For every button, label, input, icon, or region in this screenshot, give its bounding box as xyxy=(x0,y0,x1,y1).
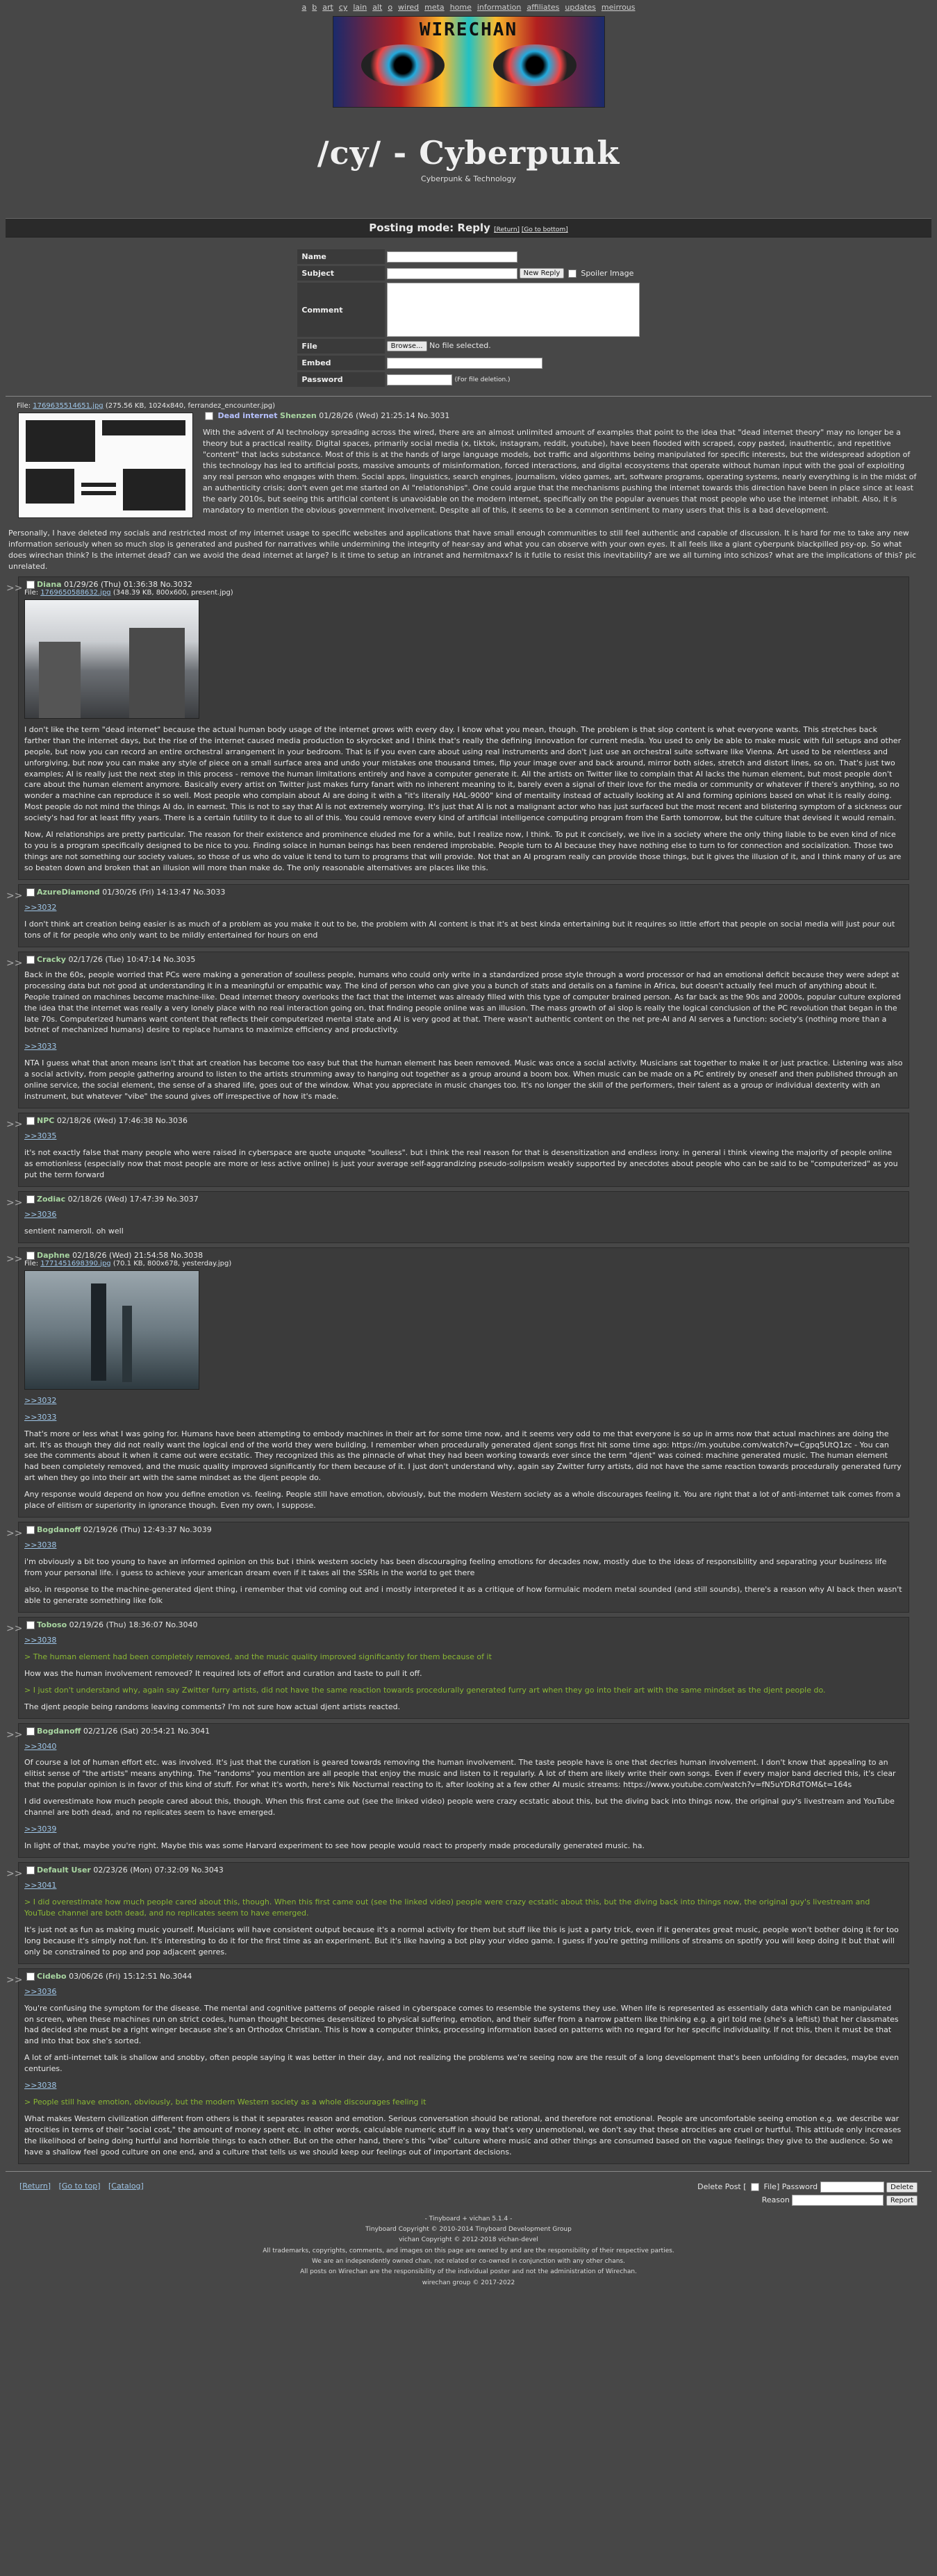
file-only-checkbox[interactable] xyxy=(751,2183,759,2191)
reply-header xyxy=(24,580,903,589)
reply-checkbox[interactable] xyxy=(26,1526,35,1534)
reply-arrow-icon: >> xyxy=(6,1622,23,1634)
nav-link-cy[interactable]: cy xyxy=(338,3,348,12)
reply-text: The djent people being randoms leaving comments? I'm not sure how actual djent artists reacted. xyxy=(24,1702,401,1711)
subject-input[interactable] xyxy=(387,268,517,279)
reply-text: sentient nameroll. oh well xyxy=(24,1226,124,1236)
password-label: Password xyxy=(297,372,384,387)
board-nav xyxy=(0,0,937,12)
banner-logo: WIRECHAN xyxy=(419,19,518,40)
reply-file-info: File: 1769650588632.jpg (348.39 KB, 800x600, present.jpg) xyxy=(24,588,233,597)
reply-checkbox[interactable] xyxy=(26,1117,35,1125)
reply-checkbox[interactable] xyxy=(26,581,35,589)
reply-name: Cidebo xyxy=(37,1971,67,1981)
delete-password-label: Password xyxy=(781,2182,818,2191)
reply-header xyxy=(24,955,903,964)
nav-link-affiliates[interactable]: affiliates xyxy=(526,3,560,12)
footer-independent: We are an independently owned chan, not related or co-owned in conjunction with any other chans. xyxy=(311,2258,625,2265)
op-file-info: File: 1769635514651.jpg (275.56 KB, 1024x840, ferrandez_encounter.jpg) xyxy=(17,402,276,410)
reason-label: Reason xyxy=(761,2195,790,2204)
reply-thumbnail[interactable] xyxy=(24,599,199,719)
reply-file-info: File: 1771451698390.jpg (70.1 KB, 800x678, yesterday.jpg) xyxy=(24,1259,232,1268)
quote-link[interactable]: >>3040 xyxy=(24,1741,57,1751)
reply-date[interactable]: 02/17/26 (Tue) 10:47:14 No.3035 xyxy=(68,954,196,964)
reply-name: Daphne xyxy=(37,1250,70,1260)
go-bottom-link[interactable]: [Go to bottom] xyxy=(521,226,568,233)
greentext: > People still have emotion, obviously, but the modern Western society as a whole discourages feeling it xyxy=(24,2097,426,2107)
greentext: > I did overestimate how much people cared about this, though. When this first came out (see the linked video) people were crazy ecstatic about this, but the diving back into things now, the original guy's livestream and YouTube channel are both dead, and no replicates seem to have emerged. xyxy=(24,1897,870,1918)
browse-button[interactable]: Browse... xyxy=(387,341,427,351)
return-bottom-link[interactable]: [Return] xyxy=(19,2181,51,2191)
reply-header xyxy=(24,1525,903,1534)
quote-link[interactable]: >>3038 xyxy=(24,2081,57,2091)
reply-date[interactable]: 01/29/26 (Thu) 01:36:38 No.3032 xyxy=(64,579,192,589)
reply-text: A lot of anti-internet talk is shallow and snobby, often people saying it was better in their day, and not realizing the problems we're seeing now are the result of a long development that's been unfolding for decades, maybe even centuries. xyxy=(24,2053,899,2074)
comment-label: Comment xyxy=(297,283,384,337)
reply-checkbox[interactable] xyxy=(26,1972,35,1981)
reply-file-link[interactable]: 1771451698390.jpg xyxy=(40,1259,111,1268)
reply-date[interactable]: 02/18/26 (Wed) 17:46:38 No.3036 xyxy=(56,1116,188,1126)
reply-date[interactable]: 01/30/26 (Fri) 14:13:47 No.3033 xyxy=(102,887,226,897)
quote-link[interactable]: >>3033 xyxy=(24,1042,57,1052)
nav-link-information[interactable]: information xyxy=(476,3,522,12)
op-body-continued: Personally, I have deleted my socials and restricted most of my internet usage to specific websites and applications that have small enough communities to still feel authentic and capable of discussion. It is hard for me to take any new information seriously when so much slop is generated and pushed for narratives while undermining the integrity of hear-say and what you can observe with your own eyes. It all feels like a giant cyberpunk blackpilled psy-op. So what does wirechan think? Is the internet dead? can we avoid the dead internet at large? Is it time to setup an intranet and hermitmaxx? Is it futile to resist this inevitability? are we all turning into schizos? what are the implications of this? pic unrelated. xyxy=(8,529,917,571)
reply-text: It's just not as fun as making music yourself. Musicians will have consistent output because it's a normal activity for them but stuff like this is just a party trick, even if it generates great music, people won't bother doing it for too long because it's simply not fun. It's interesting to do it for the first time as an experiment. But it's like having a bot play your video game. I guess if you're getting millions of streams on spotify you will keep doing it but that will only be constrained to pop and pop adjacent genres. xyxy=(24,1925,899,1956)
nav-link-home[interactable]: home xyxy=(449,3,472,12)
reply-name: Toboso xyxy=(37,1620,67,1629)
reply-text: You're confusing the symptom for the disease. The mental and cognitive patterns of people raised in cyberspace comes to resemble the systems they use. When life is represented as essentially data which can be manipulated on screen, when these machines run on strict codes, human thought becomes desensitized to physical suffering, emotion, and their suffer from a narrow pattern like thinking e.g. a girl told me (she's a leftist) that her classmates had decided she must be a right winger because she's an Orthodox Christian. This is how a computer thinks, processing information based on patterns with no regard for her specific individuality. If not this, then it must be that and into that box she's sorted. xyxy=(24,2003,899,2046)
nav-link-wired[interactable]: wired xyxy=(398,3,420,12)
reply-list xyxy=(0,576,937,2164)
reply-date[interactable]: 02/19/26 (Thu) 18:36:07 No.3040 xyxy=(69,1620,198,1629)
no-file-text: No file selected. xyxy=(429,341,491,350)
quote-link[interactable]: >>3039 xyxy=(24,1825,57,1834)
new-reply-button[interactable]: New Reply xyxy=(520,268,565,279)
reply-post xyxy=(6,1862,909,1964)
spoiler-checkbox[interactable] xyxy=(568,269,577,278)
reply-text: How was the human involvement removed? It required lots of effort and curation and taste to pull it off. xyxy=(24,1668,422,1678)
reply-checkbox[interactable] xyxy=(26,956,35,964)
name-label: Name xyxy=(297,249,384,264)
footer-version: - Tinyboard + vichan 5.1.4 - xyxy=(424,2215,513,2222)
reply-arrow-icon: >> xyxy=(6,1528,23,1540)
reply-arrow-icon: >> xyxy=(6,1729,23,1740)
posting-mode-label: Posting mode: Reply xyxy=(369,222,490,234)
quote-link[interactable]: >>3038 xyxy=(24,1635,57,1645)
reply-name: Default User xyxy=(37,1865,91,1875)
nav-link-o[interactable]: o xyxy=(388,3,393,12)
file-label: File xyxy=(297,339,384,354)
quote-link[interactable]: >>3035 xyxy=(24,1131,57,1141)
footer-copyright-tinyboard: Tinyboard Copyright © 2010-2014 Tinyboard Development Group xyxy=(365,2226,572,2234)
reply-arrow-icon: >> xyxy=(6,957,23,969)
reply-arrow-icon: >> xyxy=(6,1119,23,1131)
nav-link-b[interactable]: b xyxy=(312,3,317,12)
posting-mode-bar xyxy=(6,218,931,238)
go-top-link[interactable]: [Go to top] xyxy=(58,2181,101,2191)
reply-text: i'm obviously a bit too young to have an informed opinion on this but i think western society has been discouraging feeling emotions for decades now, mostly due to the ideas of responsibility and separating your business life from your personal life. i guess to achieve your american dream even if it takes all the SSRIs in the world to get there xyxy=(24,1557,887,1577)
reply-checkbox[interactable] xyxy=(26,888,35,897)
op-file-link[interactable]: 1769635514651.jpg xyxy=(33,402,103,410)
board-title: /cy/ - Cyberpunk xyxy=(317,134,620,172)
comment-textarea[interactable] xyxy=(387,283,640,337)
reply-name: Cracky xyxy=(37,954,66,964)
nav-link-alt[interactable]: alt xyxy=(372,3,383,12)
banner-eye-left xyxy=(361,44,445,86)
name-input[interactable] xyxy=(387,251,517,263)
reply-checkbox[interactable] xyxy=(26,1866,35,1875)
reply-checkbox[interactable] xyxy=(26,1621,35,1629)
reply-text: Back in the 60s, people worried that PCs were making a generation of soulless people, humans who could only write in a standardized prose style through a word processor or had an emotional deficit because they were adept at processing data but not good at understanding it in a meaningful or empathic way. The kind of person who can give you a bunch of stats and details on a famine in Africa, but doesn't actually feel much of anything about it. People trained on machines become machine-like. Dead internet theory overlooks the fact that the internet was already filled with this type of computer brained person. As far back as the 90s and 2000s, popular culture explored the idea that the internet was really a very lonely place with no real interaction going on, that finding people online was an illusion. The mass growth of ai slop is really the logical conclusion of the PC revolution that began in the late 70s. Computerized humans want content that reflects their computerized mental state and AI is very good at that. There wasn't authentic content on the net pre-AI and AI serves a function: society's (nothing more than a botnet of mechanized humans) desire to replace humans to maximize efficiency and productivity. xyxy=(24,970,902,1035)
footer-trademarks: All trademarks, copyrights, comments, and images on this page are owned by and are the responsibility of their respective parties. xyxy=(263,2247,674,2254)
reply-text: it's not exactly false that many people who were raised in cyberspace are quote unquote "soulless". but i think the real reason for that is desensitization and endless irony. in general i think viewing the majority of people online as emotionless (especially now that most people are more or less active online) is just your average self-aggrandizing pseudo-solipsism weakly supported by anecdotes about people who can be said to be "computerized" as you put the term forward xyxy=(24,1148,898,1179)
reply-date[interactable]: 02/18/26 (Wed) 17:47:39 No.3037 xyxy=(67,1194,199,1204)
op-post xyxy=(8,402,920,572)
subject-label: Subject xyxy=(297,266,384,281)
reply-name: Zodiac xyxy=(37,1194,66,1204)
reply-date[interactable]: 02/21/26 (Sat) 20:54:21 No.3041 xyxy=(83,1726,210,1736)
op-thumbnail[interactable] xyxy=(18,413,193,518)
site-footer xyxy=(0,2214,937,2288)
reply-name: AzureDiamond xyxy=(37,887,100,897)
nav-link-a[interactable]: a xyxy=(301,3,307,12)
delete-password-input[interactable] xyxy=(820,2182,884,2193)
reply-header xyxy=(24,1727,903,1736)
reply-checkbox[interactable] xyxy=(26,1252,35,1260)
banner-eye-right xyxy=(493,44,577,86)
op-file-meta: (275.56 KB, 1024x840, ferrandez_encounter.jpg) xyxy=(105,402,276,410)
quote-link[interactable]: >>3036 xyxy=(24,1209,57,1219)
bottom-bar xyxy=(19,2182,918,2206)
embed-label: Embed xyxy=(297,356,384,370)
reply-name: Bogdanoff xyxy=(37,1726,81,1736)
reply-post xyxy=(6,1247,909,1518)
reason-input[interactable] xyxy=(792,2195,884,2206)
reply-post xyxy=(6,1968,909,2164)
quote-link[interactable]: >>3032 xyxy=(24,902,57,912)
reply-date[interactable]: 03/06/26 (Fri) 15:12:51 No.3044 xyxy=(69,1971,192,1981)
reply-header xyxy=(24,1865,903,1875)
reply-checkbox[interactable] xyxy=(26,1195,35,1204)
reply-form xyxy=(295,247,641,389)
reply-thumbnail[interactable] xyxy=(24,1270,199,1390)
reply-date[interactable]: 02/18/26 (Wed) 21:54:58 No.3038 xyxy=(72,1250,204,1260)
greentext: > I just don't understand why, again say Zwitter furry artists, did not have the same reaction towards procedurally generated furry art when they go into their art with the same mindset as the djent people do. xyxy=(24,1685,826,1695)
op-name: Shenzen xyxy=(280,411,317,420)
reply-name: NPC xyxy=(37,1116,55,1126)
footer-copyright-vichan: vichan Copyright © 2012-2018 vichan-devel xyxy=(399,2236,538,2244)
reply-post xyxy=(6,1723,909,1859)
reply-text: Of course a lot of human effort etc. was involved. It's just that the curation is geared towards removing the human involvement. The taste people have is one that decries human involvement. I don't know that appealing to an elitist sense of "the artists" means anything. The "randoms" you mention are all people that enjoy the music and listen to it regularly. A lot of them are likely write their own songs. Even if every major band decried this, it's clear that the popular opinion is in favor of this kind of stuff. For what it's worth, here's Nik Nocturnal reacting to it, after looking at a few other AI music streams: https://www.youtube.com/watch?v=fN5uYDRdTOM&t=164s xyxy=(24,1758,896,1790)
delete-button[interactable]: Delete xyxy=(886,2182,918,2193)
reply-header xyxy=(24,1195,903,1204)
reply-header xyxy=(24,1116,903,1125)
reply-date[interactable]: 02/23/26 (Mon) 07:32:09 No.3043 xyxy=(93,1865,224,1875)
nav-link-art[interactable]: art xyxy=(322,3,333,12)
divider xyxy=(6,396,931,397)
reply-post xyxy=(6,1522,909,1613)
reply-text: That's more or less what I was going for. Humans have been attempting to embody machines in their art for some time now, and it seems very odd to me that everyone is so up in arms now that actual machines are doing the art. It's as though they did not really want the logical end of the world they were building. I remember when procedurally generated djent songs first hit some time ago: https://m.youtube.com/watch?v=Cgpq5UtQ1zc - You can see the comments about it when it came out were ecstatic. They recognized this as the pinnacle of what they had been working towards ever since the term "djent" was coined: machine generated music. The human element had been completely removed, and the music quality improved significantly for them because of it. I just don't understand why, again say Zwitter furry artists, did not have the same reaction towards procedurally generated furry art when they go into their art with the same mindset as the djent people do. xyxy=(24,1429,902,1483)
reply-post xyxy=(6,1191,909,1243)
reply-text: In light of that, maybe you're right. Maybe this was some Harvard experiment to see how people would react to properly made procedurally generated music. ha. xyxy=(24,1841,645,1851)
board-subtitle: Cyberpunk & Technology xyxy=(421,174,516,183)
password-input[interactable] xyxy=(387,374,452,385)
footer-responsibility: All posts on Wirechan are the responsibility of the individual poster and not the administration of Wirechan. xyxy=(300,2268,637,2276)
op-checkbox[interactable] xyxy=(205,412,213,420)
report-button[interactable]: Report xyxy=(886,2195,918,2206)
reply-checkbox[interactable] xyxy=(26,1727,35,1736)
divider xyxy=(6,2171,931,2172)
nav-link-lain[interactable]: lain xyxy=(353,3,367,12)
spoiler-label: Spoiler Image xyxy=(581,269,634,278)
reply-header xyxy=(24,1972,903,1981)
reply-arrow-icon: >> xyxy=(6,1197,23,1208)
reply-arrow-icon: >> xyxy=(6,890,23,901)
reply-file-meta: (70.1 KB, 800x678, yesterday.jpg) xyxy=(113,1259,232,1268)
reply-arrow-icon: >> xyxy=(6,1974,23,1986)
reply-header xyxy=(24,1251,903,1260)
quote-link[interactable]: >>3032 xyxy=(24,1395,57,1405)
quote-link[interactable]: >>3041 xyxy=(24,1881,57,1890)
site-banner[interactable] xyxy=(333,16,605,108)
quote-link[interactable]: >>3036 xyxy=(24,1986,57,1996)
reply-post xyxy=(6,1617,909,1719)
nav-link-meirrous[interactable]: meirrous xyxy=(601,3,636,12)
quote-link[interactable]: >>3038 xyxy=(24,1540,57,1550)
reply-name: Diana xyxy=(37,579,62,589)
op-date[interactable]: 01/28/26 (Wed) 21:25:14 No.3031 xyxy=(319,411,450,420)
nav-link-updates[interactable]: updates xyxy=(565,3,596,12)
op-body: With the advent of AI technology spreading across the wired, there are an almost unlimited amount of examples that point to the idea that "dead internet theory" may no longer be a theory but a practical reality. Digital spaces, primarily social media (x, tiktok, instagram, reddit, youtube), have been flooded with scraped, copy pasted, inauthentic, and repetitive "content" that lacks substance. Most of this is at the hands of large language models, bot traffic and algorithms being manipulated for specific interests, but the widespread adoption of this technology has led to artificial posts, massive amounts of misinformation, forced interactions, and digital ecosystems that operate without human input with the goal of exploiting any real person who engages with them. Social apps, linguistics, search engines, journalism, video games, art, software programs, operating systems, nearly everything is in the midst of an authenticity crisis; don't even get me started on AI "relationships". One could argue that the mechanisms pushing the internet towards this direction have been in place since at least the early 2010s, but seeing this artificial content is unavoidable on the modern internet, specifically on the popular avenues that most people who use the internet inhabit. Also, it is mandatory to mention the obvious government involvement. Despite all of this, it seems to be a common sentiment to many users that this is a bad development. xyxy=(203,428,917,515)
reply-text: NTA I guess what that anon means isn't that art creation has become too easy but that the human element has been removed. Music was once a social activity. Musicians sat together to make it or just practice. Listening was also a social activity, from people gathering around to listen to the artists strumming away to hanging out together as a group around a boom box. When music can be made on a PC entirely by oneself and then published through an online service, the social element, the sense of a shared life, goes out of the window. What you appreciate in music changes too. It's no longer the skill of the performers, their talent as a group or individual dexterity with an instrument, but whatever "vibe" the sound gives off irrespective of how it's made. xyxy=(24,1058,903,1102)
quote-link[interactable]: >>3033 xyxy=(24,1412,57,1422)
reply-text: Now, AI relationships are pretty particular. The reason for their existence and prominence eluded me for a while, but I realize now, I think. To put it concisely, we live in a society where the only thing liable to be even kind of nice to you is a program specifically designed to be nice to you. Finding solace in human beings has been rendered improbable. People turn to AI because they have nothing else to turn to for connection and socialization. Those two things are not something our society values, so those of us who do value it tend to turn to programs that will provide. Not that an AI program really can provide those things, but it gives the illusion of it, and I think many of us are so beaten down and broken that an illusion will more than make do. The only reasonable alternatives are places like this. xyxy=(24,830,902,872)
file-only-label: File] xyxy=(763,2182,780,2191)
reply-text: also, in response to the machine-generated djent thing, i remember that vid coming out and i mostly interpreted it as a critique of how formulaic modern metal sounded (and still sounds), there's a reason why AI back then wasn't able to generate something like folk xyxy=(24,1584,902,1605)
reply-header xyxy=(24,888,903,897)
reply-text: I don't like the term "dead internet" because the actual human body usage of the internet grows with every day. I know what you mean, though. The problem is that slop content is what everyone wants. This stretches back farther than the internet days, but the rise of the internet caused media production to skyrocket and I think that's really the defining innovation for current media. You used to only be able to make music with full setups and other people, but now you can record an entire orchestral arrangement in your bedroom. That is if you even care about using real instruments and don't just use an orchestral suite software like Vienna. Art used to be relentless and unforgiving, but now you can make any style of piece on a small surface area and undo your mistakes one thousand times, flip your image over and back around, mirror both sides, stretch and distort lines, so on. That's just two examples; AI is really just the next step in this process - remove the human limitations entirely and have a computer generate it. All the artists on Twitter like to complain that AI lacks the human element, but most people don't care about the human element anymore. Basically every artist on Twitter just makes furry fanart with no inherent meaning to it, barely even a signal of their love for the media or community or whatever if there's anything, so no wonder a machine can reproduce it so well. Most people who complain about AI are doing it with a "it's literally HAL-9000" kind of mentality instead of actually looking at AI and forming opinions based on what it is really doing. Most people do not mind the things AI do, in earnest. This is not to say that AI is not extremely worrying. It's just that AI is not a malignant actor who has just surfaced but the most recent and blistering symptom of a sickness our society's had for at least fifty years. There is a certain futility to it due to all of this. You could remove every kind of artificial intelligence computing program from the Earth tomorrow, but the culture that devised it would remain. xyxy=(24,724,902,823)
reply-text: I don't think art creation being easier is as much of a problem as you make it out to be, the problem with AI content is that it's at best kinda entertaining but it requires so little effort that people on social media will just pour out tons of it for people who only want to be mildly entertained for hours on end xyxy=(24,919,895,940)
nav-link-meta[interactable]: meta xyxy=(424,3,445,12)
op-subject: Dead internet xyxy=(217,411,278,420)
reply-file-meta: (348.39 KB, 800x600, present.jpg) xyxy=(113,588,233,597)
reply-header xyxy=(24,1620,903,1629)
catalog-link[interactable]: [Catalog] xyxy=(108,2181,144,2191)
reply-post xyxy=(6,884,909,947)
delete-label: Delete Post [ xyxy=(697,2182,747,2191)
reply-text: What makes Western civilization different from others is that it separates reason and emotion. Serious conversation should be rational, and therefore not emotional. People are uncomfortable seeing emotion e.g. we describe war atrocities in terms of their "social cost," the amount of money spent etc. in other words, calculable numeric stuff in a way that's very unemotional, we don't say that these atrocities are cruel or hurtful. This attitude only increases the likelihood of being doing hurtful and horrible things to each other. But on the other hand, there's this "vibe" culture where music and other things are consumed based on the vague feelings they give to the audience. So we have a shallow feel good culture on one end, and a culture that tells us we should keep our feelings out of important decisions. xyxy=(24,2114,902,2157)
reply-arrow-icon: >> xyxy=(6,1868,23,1879)
reply-name: Bogdanoff xyxy=(37,1525,81,1535)
reply-file-link[interactable]: 1769650588632.jpg xyxy=(40,588,111,597)
embed-input[interactable] xyxy=(387,358,542,369)
reply-post xyxy=(6,952,909,1108)
reply-text: I did overestimate how much people cared about this, though. When this first came out (see the linked video) people were crazy ecstatic about this, but the diving back into things now, the original guy's livestream and YouTube channel are both dead, and no replicates seem to have emerged. xyxy=(24,1797,895,1818)
reply-date[interactable]: 02/19/26 (Thu) 12:43:37 No.3039 xyxy=(83,1525,212,1535)
reply-text: Any response would depend on how you define emotion vs. feeling. People still have emotion, obviously, but the modern Western society as a whole discourages feeling it. You are right that a lot of anti-internet talk comes from a place of elitism or superiority in ignorance though. Even my own, I suppose. xyxy=(24,1490,901,1511)
return-link[interactable]: [Return] xyxy=(494,226,520,233)
password-hint: (For file deletion.) xyxy=(454,376,511,383)
delete-form xyxy=(697,2182,918,2206)
reply-arrow-icon: >> xyxy=(6,582,23,594)
reply-post xyxy=(6,1113,909,1187)
reply-post xyxy=(6,576,909,880)
greentext: > The human element had been completely removed, and the music quality improved significantly for them because of it xyxy=(24,1652,492,1661)
reply-arrow-icon: >> xyxy=(6,1253,23,1265)
footer-group: wirechan group © 2017-2022 xyxy=(422,2279,515,2286)
